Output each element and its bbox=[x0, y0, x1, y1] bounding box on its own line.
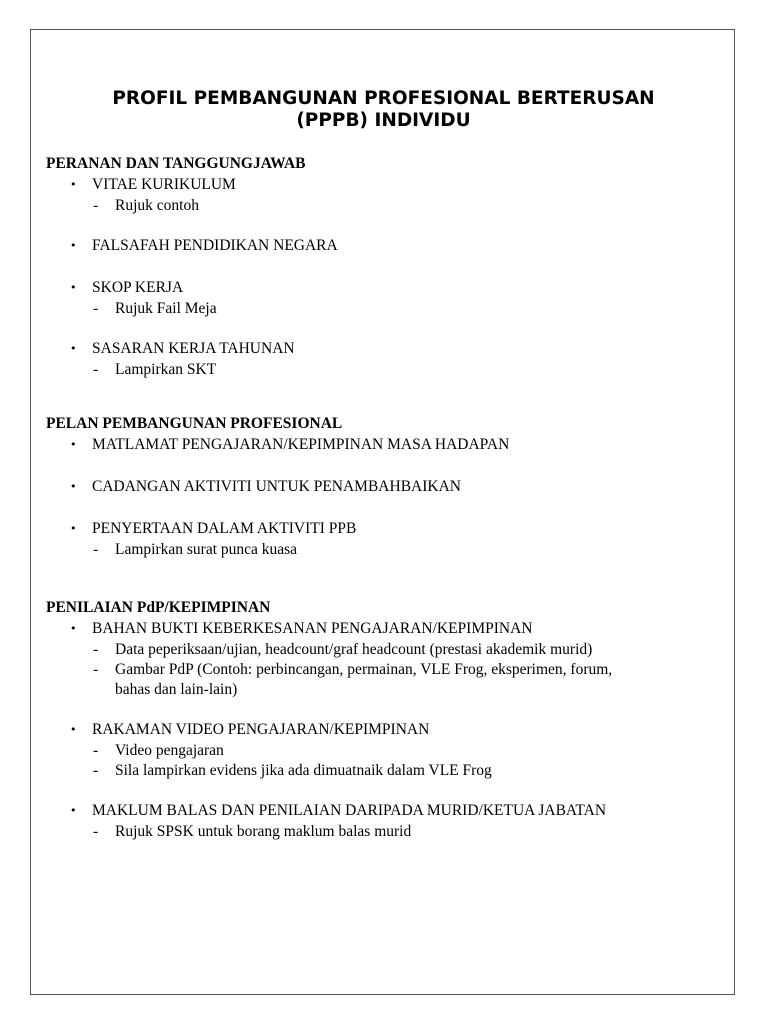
dash-marker: - bbox=[93, 641, 99, 658]
bullet-icon: • bbox=[70, 480, 77, 493]
list-item-bahan-bukti: BAHAN BUKTI KEBERKESANAN PENGAJARAN/KEPIMPINAN bbox=[92, 620, 533, 637]
document-title-line-2: (PPPB) INDIVIDU bbox=[296, 110, 471, 131]
section-heading-penilaian: PENILAIAN PdP/KEPIMPINAN bbox=[46, 599, 271, 616]
bullet-icon: • bbox=[70, 239, 77, 252]
section-heading-peranan: PERANAN DAN TANGGUNGJAWAB bbox=[46, 155, 306, 172]
dash-marker: - bbox=[93, 742, 99, 759]
sub-item: Lampirkan SKT bbox=[115, 361, 217, 378]
document-title-line-1: PROFIL PEMBANGUNAN PROFESIONAL BERTERUSAN bbox=[112, 88, 655, 109]
list-item-falsafah: FALSAFAH PENDIDIKAN NEGARA bbox=[92, 237, 338, 254]
sub-item: Rujuk SPSK untuk borang maklum balas murid bbox=[115, 823, 412, 840]
sub-item: Gambar PdP (Contoh: perbincangan, permainan, VLE Frog, eksperimen, forum, bbox=[115, 661, 613, 678]
bullet-icon: • bbox=[70, 438, 77, 451]
list-item-rakaman-video: RAKAMAN VIDEO PENGAJARAN/KEPIMPINAN bbox=[92, 721, 430, 738]
dash-marker: - bbox=[93, 661, 99, 678]
dash-marker: - bbox=[93, 823, 99, 840]
bullet-icon: • bbox=[70, 281, 77, 294]
bullet-icon: • bbox=[70, 178, 77, 191]
sub-item: Lampirkan surat punca kuasa bbox=[115, 541, 298, 558]
list-item-sasaran-kerja: SASARAN KERJA TAHUNAN bbox=[92, 340, 295, 357]
sub-item: Sila lampirkan evidens jika ada dimuatnaik dalam VLE Frog bbox=[115, 762, 492, 779]
list-item-maklum-balas: MAKLUM BALAS DAN PENILAIAN DARIPADA MURID/KETUA JABATAN bbox=[92, 802, 607, 819]
dash-marker: - bbox=[93, 300, 99, 317]
dash-marker: - bbox=[93, 762, 99, 779]
list-item-matlamat: MATLAMAT PENGAJARAN/KEPIMPINAN MASA HADAPAN bbox=[92, 436, 510, 453]
list-item-skop-kerja: SKOP KERJA bbox=[92, 279, 184, 296]
section-heading-pelan: PELAN PEMBANGUNAN PROFESIONAL bbox=[46, 415, 343, 432]
list-item-cadangan: CADANGAN AKTIVITI UNTUK PENAMBAHBAIKAN bbox=[92, 478, 461, 495]
bullet-icon: • bbox=[70, 342, 77, 355]
sub-item: Rujuk contoh bbox=[115, 197, 199, 214]
dash-marker: - bbox=[93, 541, 99, 558]
sub-item: Rujuk Fail Meja bbox=[115, 300, 217, 317]
sub-item-continuation: bahas dan lain-lain) bbox=[115, 681, 238, 698]
sub-item: Data peperiksaan/ujian, headcount/graf headcount (prestasi akademik murid) bbox=[115, 641, 593, 658]
list-item-vitae: VITAE KURIKULUM bbox=[92, 176, 236, 193]
bullet-icon: • bbox=[70, 622, 77, 635]
bullet-icon: • bbox=[70, 723, 77, 736]
dash-marker: - bbox=[93, 361, 99, 378]
sub-item: Video pengajaran bbox=[115, 742, 224, 759]
bullet-icon: • bbox=[70, 804, 77, 817]
list-item-penyertaan: PENYERTAAN DALAM AKTIVITI PPB bbox=[92, 520, 357, 537]
bullet-icon: • bbox=[70, 522, 77, 535]
dash-marker: - bbox=[93, 197, 99, 214]
